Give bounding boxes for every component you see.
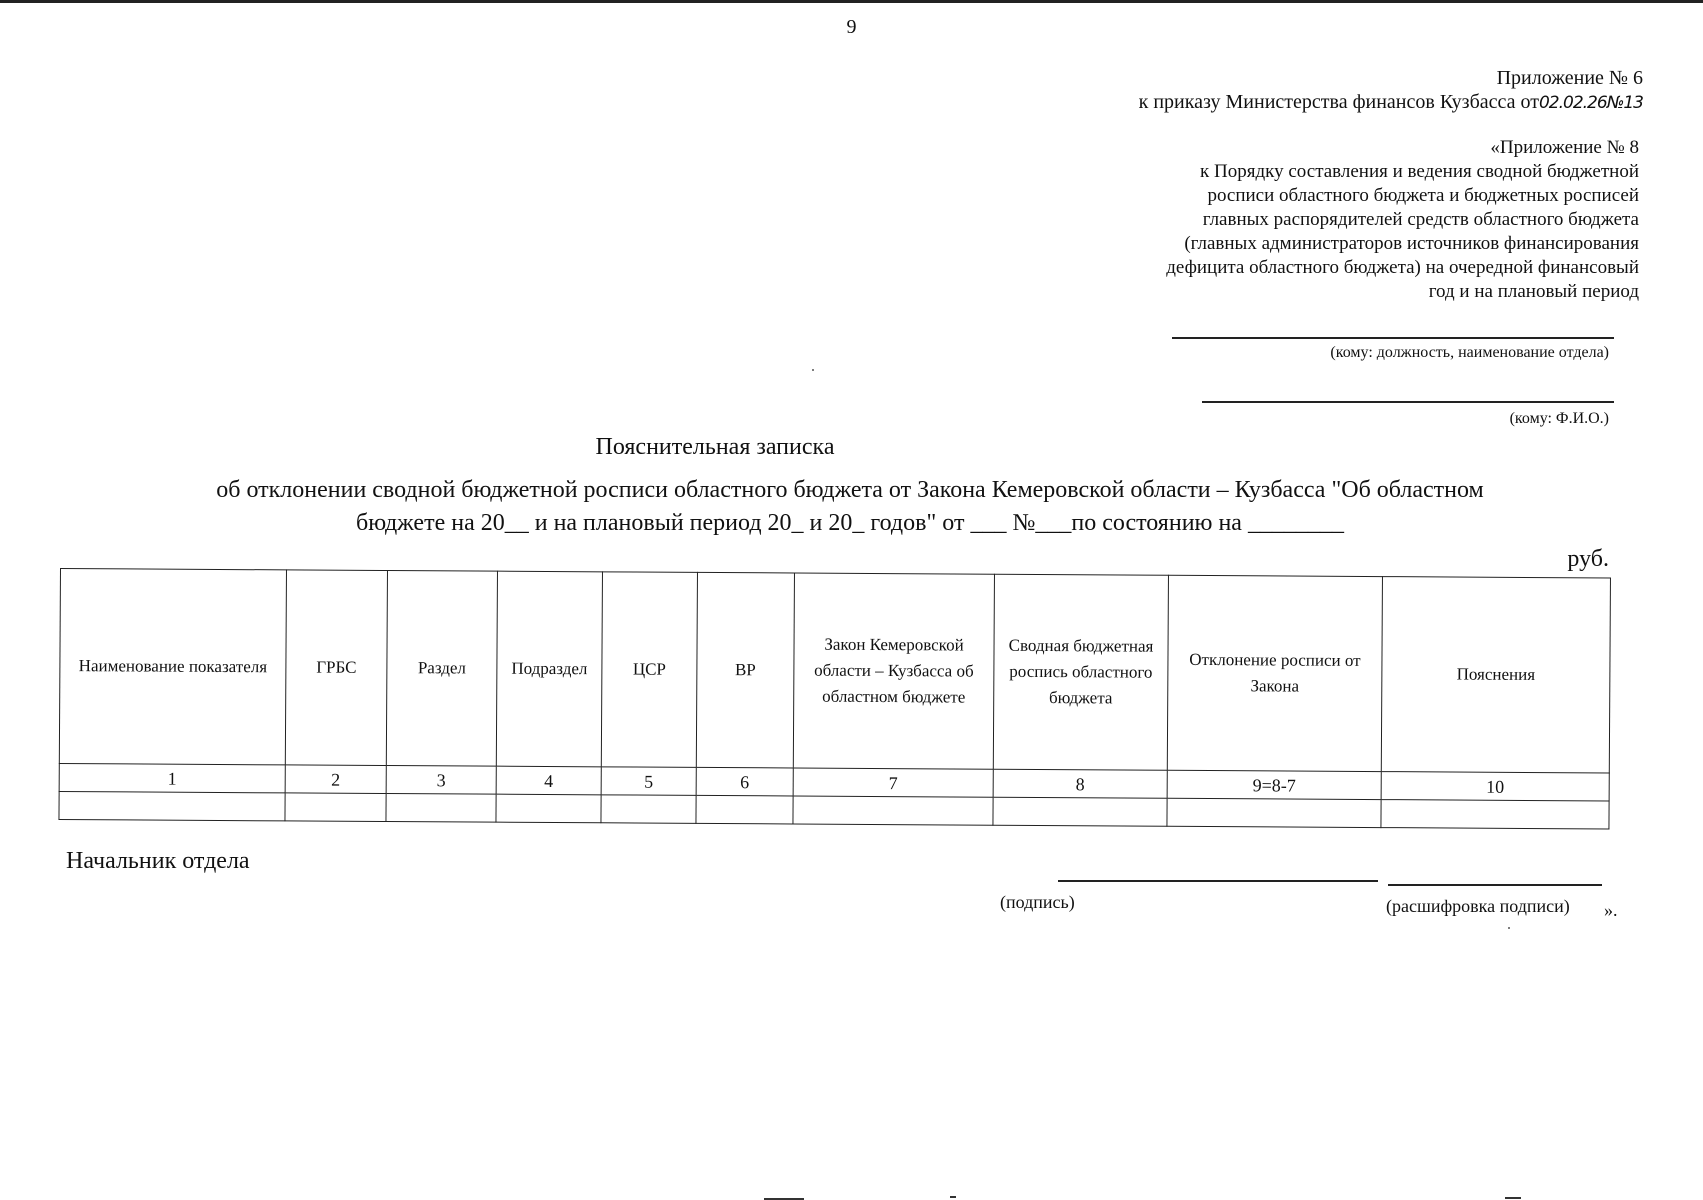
appendix-6-order-ref (1139, 90, 1643, 115)
header-section: Раздел (386, 571, 497, 767)
document-title: Пояснительная записка (595, 434, 835, 460)
header-deviation: Отклонение росписи от Закона (1167, 575, 1382, 771)
header-indicator-name: Наименование показателя (59, 569, 286, 765)
column-number: 7 (793, 768, 993, 797)
header-tsr: ЦСР (601, 572, 697, 768)
signature-caption: (подпись) (1000, 892, 1075, 912)
table-cell (1167, 798, 1381, 827)
header-vr: ВР (696, 572, 794, 768)
scan-bottom-mark (950, 1196, 956, 1198)
appendix-6-title: Приложение № 6 (1496, 67, 1643, 89)
scan-speck (1508, 927, 1510, 929)
column-number: 2 (285, 765, 386, 794)
appendix-8-header (1079, 136, 1639, 304)
subtitle-line-2: бюджете на 20__ и на плановый период 20_ и 20_ годов" от ___ №___по состоянию на ________ (356, 510, 1344, 536)
table-cell (59, 791, 285, 820)
recipient-position-caption: (кому: должность, наименование отдела) (1330, 344, 1609, 361)
page-number: 9 (846, 16, 857, 38)
appendix-8-line: дефицита областного бюджета) на очередной финансовый (1166, 257, 1639, 278)
appendix-8-line: (главных администраторов источников финансирования (1184, 233, 1639, 254)
table-cell (1381, 800, 1609, 829)
column-number: 4 (496, 766, 601, 795)
column-number: 9=8-7 (1167, 770, 1381, 799)
signer-position: Начальник отдела (66, 848, 250, 874)
table-cell (496, 794, 601, 823)
table-cell (386, 793, 496, 822)
column-number: 6 (696, 767, 793, 796)
header-explanations: Пояснения (1381, 577, 1610, 773)
appendix-8-line: год и на плановый период (1428, 281, 1639, 302)
table-cell (993, 797, 1167, 826)
recipient-name-caption: (кому: Ф.И.О.) (1509, 410, 1609, 427)
table-cell (285, 793, 386, 822)
recipient-position-line (1172, 337, 1614, 339)
header-law-budget: Закон Кемеровской области – Кузбасса об областном бюджете (793, 573, 994, 769)
appendix-6-order-text: к приказу Министерства финансов Кузбасса от (1138, 91, 1539, 113)
column-number: 8 (993, 769, 1167, 798)
report-table (58, 568, 1611, 829)
signature-line (1058, 880, 1378, 882)
column-number: 10 (1381, 772, 1609, 801)
appendix-8-line: главных распорядителей средств областного бюджета (1202, 209, 1639, 230)
scan-speck (812, 369, 814, 371)
handwritten-order-date-number: 02.02.26№13 (1538, 93, 1643, 113)
scan-bottom-mark (1505, 1197, 1521, 1199)
appendix-8-line: росписи областного бюджета и бюджетных росписей (1207, 185, 1639, 206)
appendix-6-header (1139, 66, 1643, 115)
header-grbs: ГРБС (285, 570, 387, 766)
closing-quote: ». (1604, 900, 1618, 920)
document-subtitle (70, 474, 1630, 540)
subtitle-line-1: об отклонении сводной бюджетной росписи областного бюджета от Закона Кемеровской области – Кузбасса "Об областном (216, 477, 1484, 503)
column-number: 1 (59, 763, 285, 792)
header-subsection: Подраздел (496, 571, 602, 767)
column-number: 5 (601, 767, 696, 796)
report-table-container (58, 568, 1610, 829)
recipient-name-line (1202, 401, 1614, 403)
appendix-8-line: к Порядку составления и ведения сводной бюджетной (1200, 161, 1639, 182)
appendix-8-line: «Приложение № 8 (1490, 137, 1639, 158)
signature-decode-line (1388, 884, 1602, 886)
table-cell (793, 796, 993, 825)
signature-decode-caption: (расшифровка подписи) (1386, 896, 1570, 916)
table-header-row (59, 569, 1610, 773)
currency-units: руб. (1567, 546, 1609, 572)
header-consolidated-list: Сводная бюджетная роспись областного бюджета (993, 574, 1168, 770)
table-cell (601, 795, 696, 824)
scan-top-edge (0, 0, 1703, 3)
column-number: 3 (386, 765, 496, 794)
table-cell (696, 795, 793, 824)
